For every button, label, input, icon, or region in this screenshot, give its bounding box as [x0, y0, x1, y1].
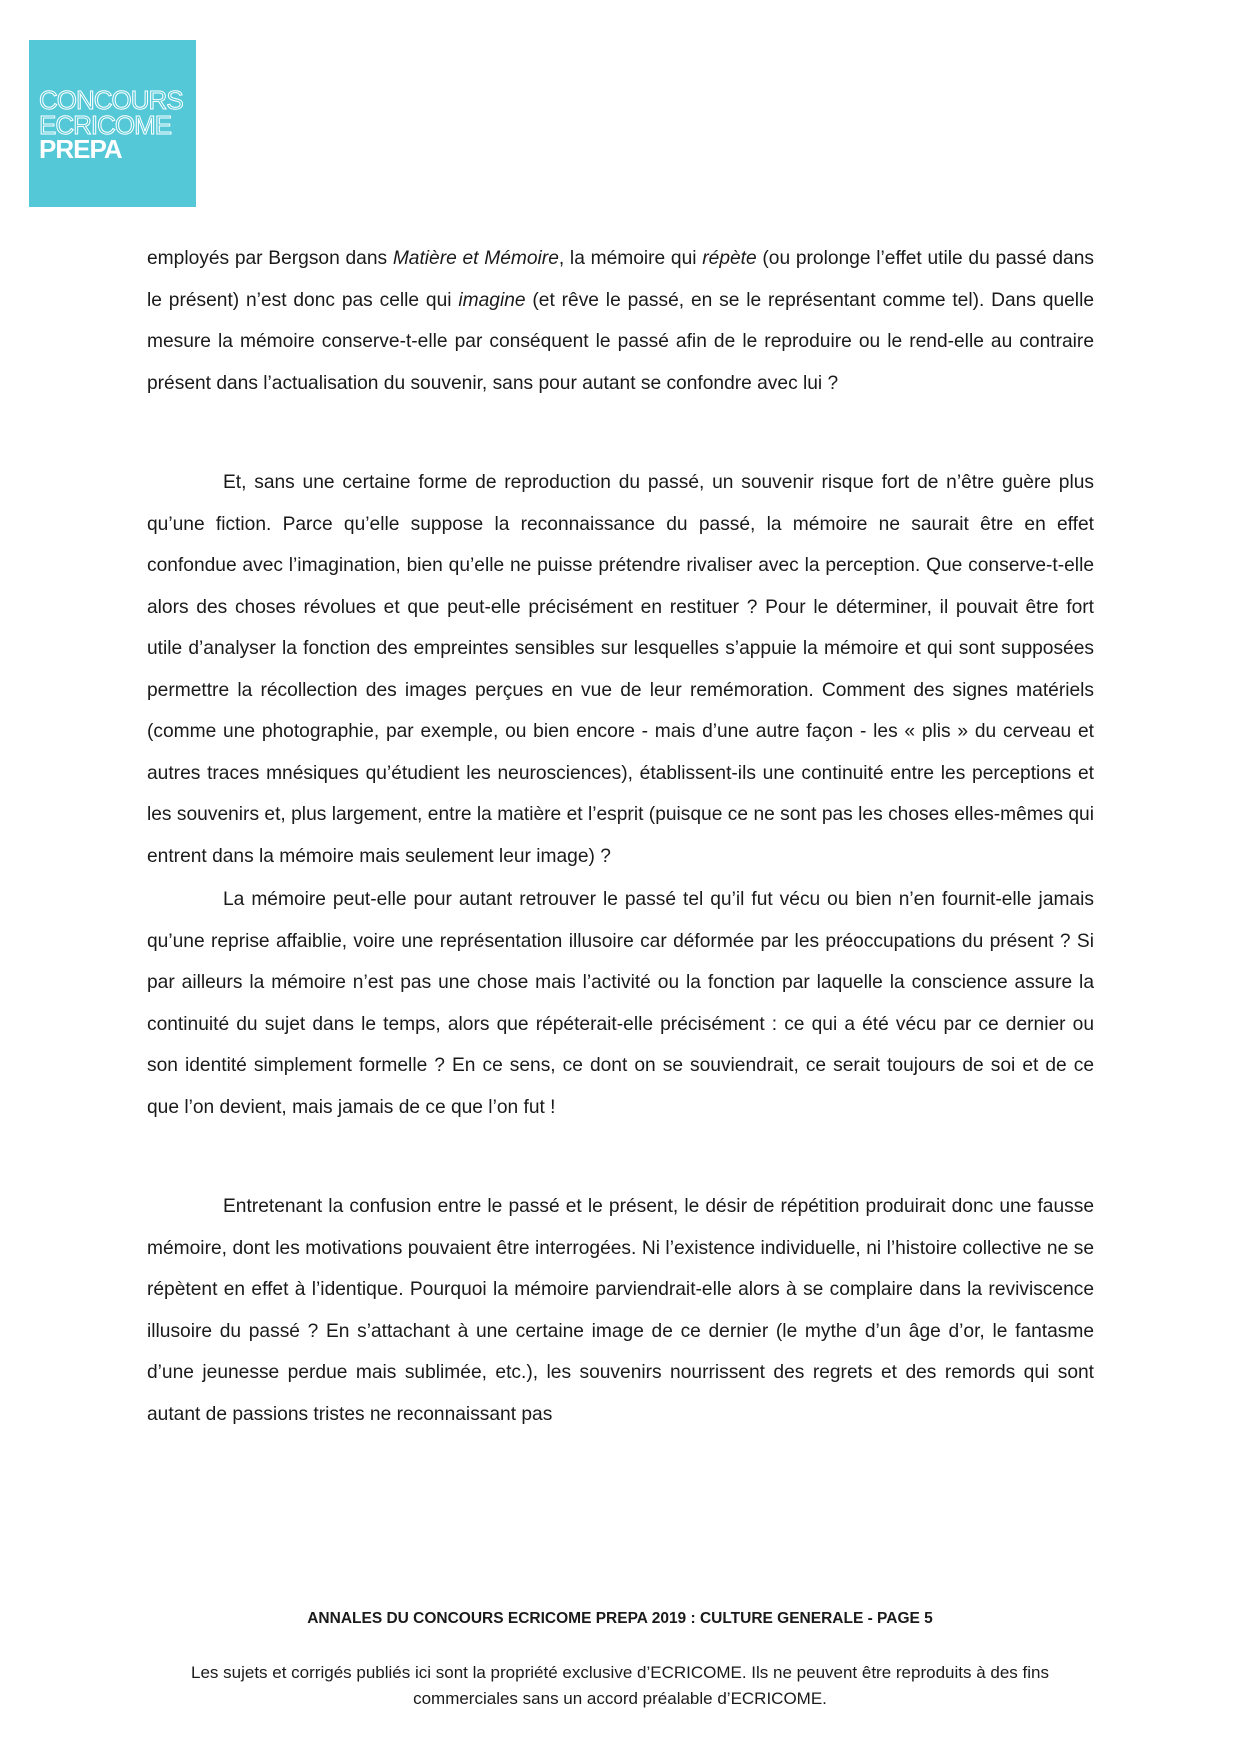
- paragraph-1-text-c: (ou prolonge l’effet utile du passé dans le présent) n’est donc pas celle qui: [147, 248, 1094, 311]
- ecricome-logo: [29, 40, 196, 207]
- footer-copyright-note: Les sujets et corrigés publiés ici sont la propriété exclusive d’ECRICOME. Ils ne peuvent être reproduits à des fins commerciales sans un accord préalable d’ECRICOME.: [191, 1663, 1049, 1708]
- paragraph-1: [147, 238, 1094, 404]
- paragraph-spacer: [147, 404, 1094, 462]
- paragraph-1-text-a: employés par Bergson dans: [147, 248, 393, 269]
- paragraph-spacer: [147, 1128, 1094, 1186]
- paragraph-1-text-b: , la mémoire qui: [558, 248, 703, 269]
- paragraph-1-text-d: (et rêve le passé, en se le représentant comme tel). Dans quelle mesure la mémoire conserve-t-elle par conséquent le passé afin de le reproduire ou le rend-elle au contraire présent dans l’actualisation du souvenir, sans pour autant se confondre avec lui ?: [147, 289, 1095, 394]
- logo-line-prepa: PREPA: [39, 134, 122, 165]
- paragraph-1-title-emphasis: Matière et Mémoire: [392, 248, 559, 269]
- paragraph-3: La mémoire peut-elle pour autant retrouver le passé tel qu’il fut vécu ou bien n’en fournit-elle jamais qu’une reprise affaiblie, voire une représentation illusoire car déformée par les préoccupations du présent ? Si par ailleurs la mémoire n’est pas une chose mais l’activité ou la fonction par laquelle la conscience assure la continuité du sujet dans le temps, alors que répéterait-elle précisément : ce qui a été vécu par ce dernier ou son identité simplement formelle ? En ce sens, ce dont on se souviendrait, ce serait toujours de soi et de ce que l’on devient, mais jamais de ce que l’on fut !: [147, 889, 1094, 1118]
- logo-line-concours: CONCOURS: [39, 85, 183, 115]
- logo-line-ecricome: ECRICOME: [39, 109, 172, 140]
- paragraph-1-emphasis-repete: répète: [702, 248, 757, 269]
- document-body: [147, 238, 1094, 1435]
- paragraph-2: Et, sans une certaine forme de reproduction du passé, un souvenir risque fort de n’être guère plus qu’une fiction. Parce qu’elle suppose la reconnaissance du passé, la mémoire ne saurait être en effet confondue avec l’imagination, bien qu’elle ne puisse prétendre rivaliser avec la perception. Que conserve-t-elle alors des choses révolues et que peut-elle précisément en restituer ? Pour le déterminer, il pouvait être fort utile d’analyser la fonction des empreintes sensibles sur lesquelles s’appuie la mémoire et qui sont supposées permettre la récollection des images perçues en vue de leur remémoration. Comment des signes matériels (comme une photographie, par exemple, ou bien encore - mais d’une autre façon - les « plis » du cerveau et autres traces mnésiques qu’étudient les neurosciences), établissent-ils une continuité entre les perceptions et les souvenirs et, plus largement, entre la matière et l’esprit (puisque ce ne sont pas les choses elles-mêmes qui entrent dans la mémoire mais seulement leur image) ?: [147, 472, 1094, 867]
- paragraph-4: Entretenant la confusion entre le passé et le présent, le désir de répétition produirait donc une fausse mémoire, dont les motivations pouvaient être interrogées. Ni l’existence individuelle, ni l’histoire collective ne se répètent en effet à l’identique. Pourquoi la mémoire parviendrait-elle alors à se complaire dans la reviviscence illusoire du passé ? En s’attachant à une certaine image de ce dernier (le mythe d’un âge d’or, le fantasme d’une jeunesse perdue mais sublimée, etc.), les souvenirs nourrissent des regrets et des remords qui sont autant de passions tristes ne reconnaissant pas: [147, 1196, 1094, 1425]
- paragraph-1-emphasis-imagine: imagine: [458, 289, 526, 311]
- footer-title: ANNALES DU CONCOURS ECRICOME PREPA 2019 : CULTURE GENERALE - PAGE 5: [307, 1610, 933, 1627]
